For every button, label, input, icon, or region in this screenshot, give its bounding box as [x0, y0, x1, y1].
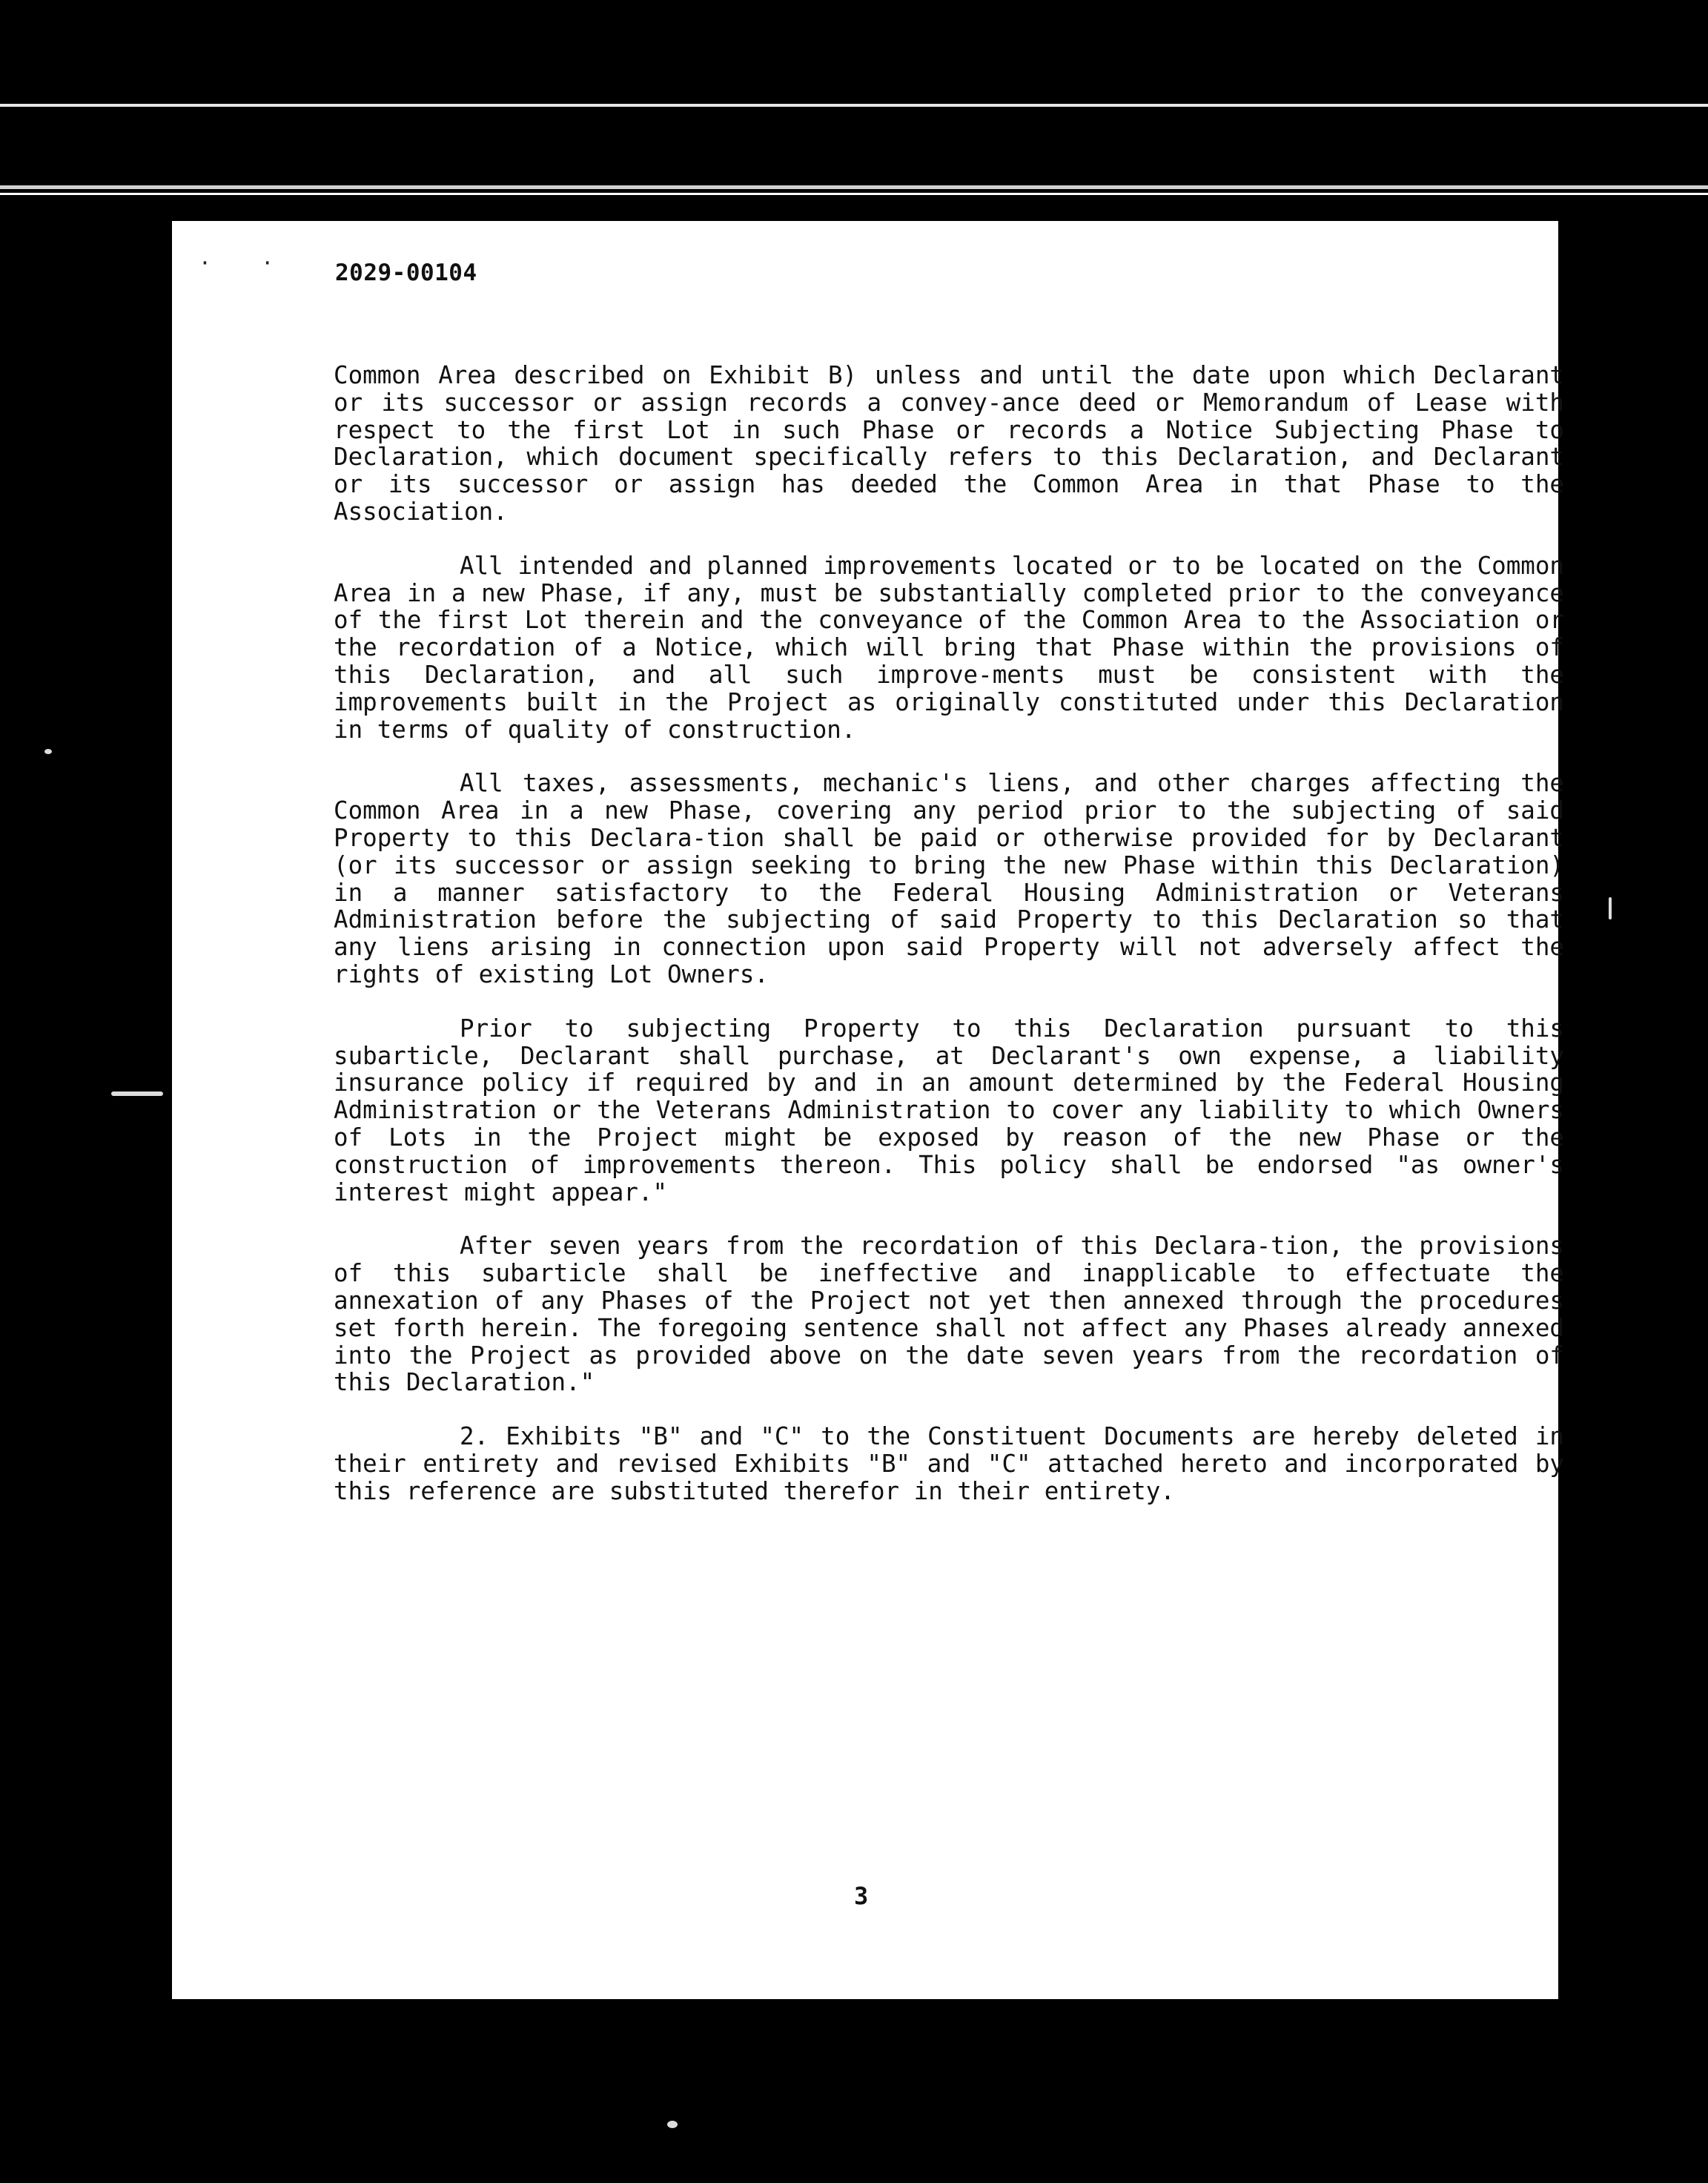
scan-speck	[111, 1092, 163, 1096]
scan-speck	[1609, 897, 1612, 919]
scan-marks: · ·	[199, 251, 274, 275]
document-page	[172, 221, 1564, 1999]
document-id: 2029-00104	[335, 260, 477, 286]
paragraph: Prior to subjecting Property to this Declaration pursuant to this subarticle, Declarant shall purchase, at Declarant's own expense, a liability insurance policy if required by and in an amount determined by the Federal Housing Administration or the Veterans Administration to cover any liability to which Owners of Lots in the Project might be exposed by reason of the new Phase or the construction of improvements thereon. This policy shall be endorsed "as owner's interest might appear."	[334, 1014, 1564, 1206]
scan-speck	[667, 2121, 678, 2128]
paragraph: Common Area described on Exhibit B) unless and until the date upon which Declarant or its successor or assign records a convey-ance deed or Memorandum of Lease with respect to the first Lot in such Phase or records a Notice Subjecting Phase to Declaration, which document specifically refers to this Declaration, and Declarant or its successor or assign has deeded the Common Area in that Phase to the Association.	[334, 361, 1564, 526]
document-body	[334, 362, 1564, 1531]
record-stamp: 7833 1330	[1457, 1614, 1509, 1881]
paragraph: All taxes, assessments, mechanic's liens, and other charges affecting the Common Area in a new Phase, covering any period prior to the subjecting of said Property to this Declara-tion shall be paid or otherwise provided for by Declarant (or its successor or assign seeking to bring the new Phase within this Declaration) in a manner satisfactory to the Federal Housing Administration or Veterans Administration before the subjecting of said Property to this Declaration so that any liens arising in connection upon said Property will not adversely affect the rights of existing Lot Owners.	[334, 769, 1564, 988]
scan-speck	[44, 749, 52, 754]
scan-edge-line	[0, 193, 1708, 195]
page-number: 3	[854, 1882, 869, 1910]
paragraph: 2. Exhibits "B" and "C" to the Constituent Documents are hereby deleted in their entirety and revised Exhibits "B" and "C" attached hereto and incorporated by this reference are substituted therefor in their entirety.	[334, 1422, 1564, 1505]
scan-edge-line	[0, 185, 1708, 189]
scan-edge-line	[0, 104, 1708, 107]
paragraph: All intended and planned improvements located or to be located on the Common Area in a new Phase, if any, must be substantially completed prior to the conveyance of the first Lot therein and the conveyance of the Common Area to the Association or the recordation of a Notice, which will bring that Phase within the provisions of this Declaration, and all such improve-ments must be consistent with the improvements built in the Project as originally constituted under this Declaration in terms of quality of construction.	[334, 551, 1564, 744]
paragraph: After seven years from the recordation of this Declara-tion, the provisions of this subarticle shall be ineffective and inapplicable to effectuate the annexation of any Phases of the Project not yet then annexed through the procedures set forth herein. The foregoing sentence shall not affect any Phases already annexed into the Project as provided above on the date seven years from the recordation of this Declaration."	[334, 1232, 1564, 1397]
